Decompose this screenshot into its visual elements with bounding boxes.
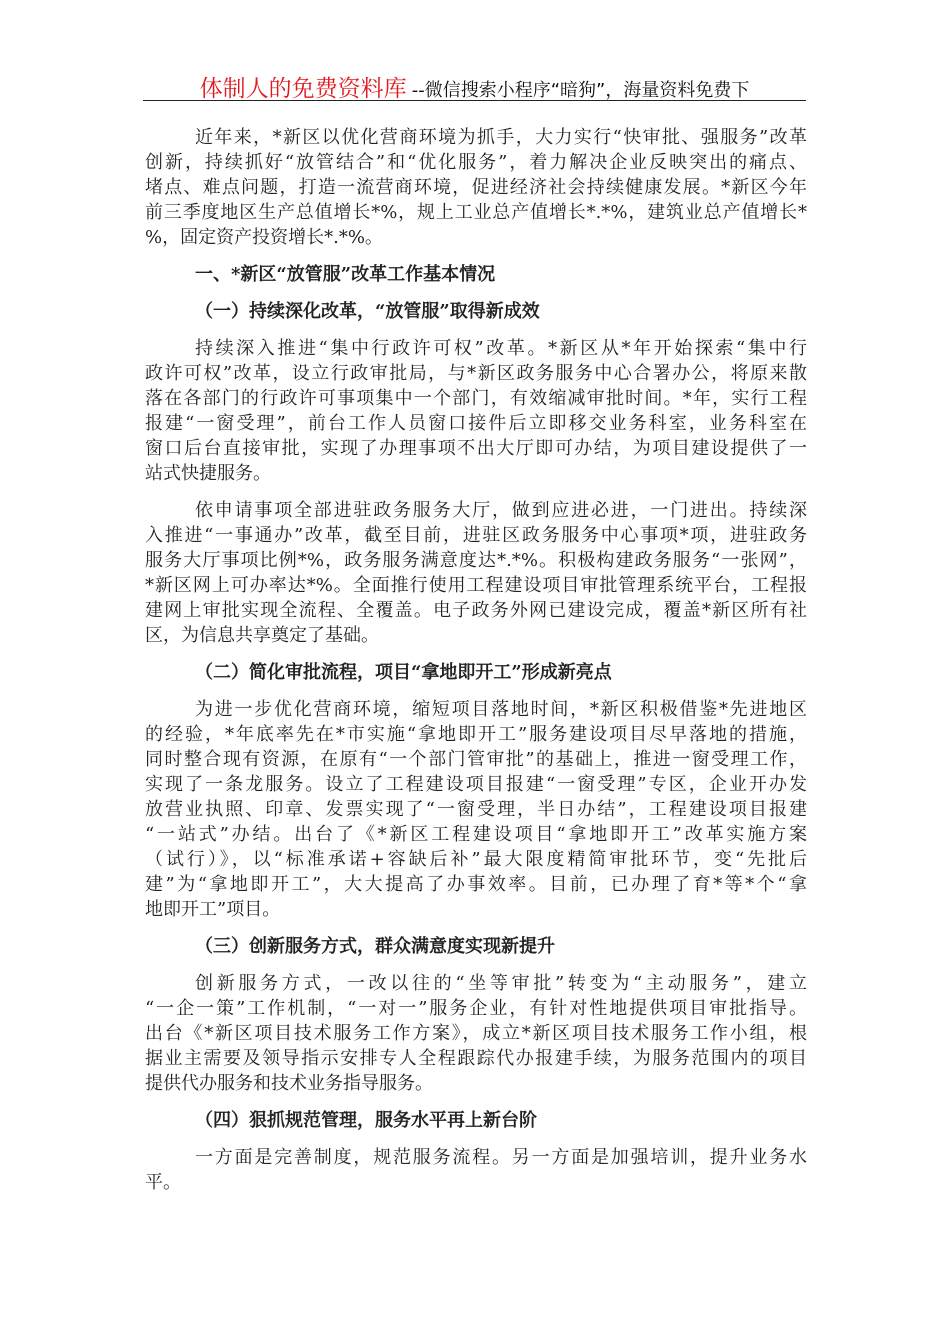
paragraph-line: 入推进“一事通办”改革，截至目前，进驻区政务服务中心事项*项，进驻政务 xyxy=(145,525,807,546)
paragraph-line: 政许可权”改革，设立行政审批局，与*新区政务服务中心合署办公，将原来散 xyxy=(145,363,807,384)
section-heading: 一、*新区“放管服”改革工作基本情况 xyxy=(195,264,496,285)
paragraph-line: 为进一步优化营商环境，缩短项目落地时间，*新区积极借鉴*先进地区 xyxy=(195,699,807,720)
paragraph xyxy=(145,1145,807,1195)
paragraph-line: 前三季度地区生产总值增长*%，规上工业总产值增长*.*%，建筑业总产值增长* xyxy=(145,202,807,223)
paragraph-line: 的经验，*年底率先在*市实施“拿地即开工”服务建设项目尽早落地的措施， xyxy=(145,724,807,745)
paragraph xyxy=(145,498,807,648)
header-brand: 体制人的免费资料库 xyxy=(199,76,407,102)
section-heading: （四）狠抓规范管理，服务水平再上新台阶 xyxy=(195,1110,537,1131)
paragraph-line: 服务大厅事项比例*%，政务服务满意度达*.*%。积极构建政务服务“一张网”， xyxy=(145,550,807,571)
paragraph-line: 持续深入推进“集中行政许可权”改革。*新区从*年开始探索“集中行 xyxy=(195,338,807,359)
paragraph-line: 地即开工”项目。 xyxy=(145,899,281,920)
paragraph-line: 站式快捷服务。 xyxy=(145,463,271,484)
paragraph-line: 建”为“拿地即开工”，大大提高了办事效率。目前，已办理了育*等*个“拿 xyxy=(145,874,807,895)
paragraph-line: 据业主需要及领导指示安排专人全程跟踪代办报建手续，为服务范围内的项目 xyxy=(145,1048,807,1069)
paragraph-line: 近年来，*新区以优化营商环境为抓手，大力实行“快审批、强服务”改革 xyxy=(195,127,807,148)
paragraph-line: 提供代办服务和技术业务指导服务。 xyxy=(145,1073,433,1094)
paragraph-line: 依申请事项全部进驻政务服务大厅，做到应进必进，一门进出。持续深 xyxy=(195,500,807,521)
section-heading: （三）创新服务方式，群众满意度实现新提升 xyxy=(195,936,555,957)
paragraph-line: %，固定资产投资增长*.*%。 xyxy=(145,227,383,248)
paragraph-line: 创新，持续抓好“放管结合”和“优化服务”，着力解决企业反映突出的痛点、 xyxy=(145,152,807,173)
paragraph-line: 堵点、难点问题，打造一流营商环境，促进经济社会持续健康发展。*新区今年 xyxy=(145,177,807,198)
paragraph-line: 一方面是完善制度，规范服务流程。另一方面是加强培训，提升业务水 xyxy=(195,1147,807,1168)
paragraph-line: “一站式”办结。出台了《*新区工程建设项目“拿地即开工”改革实施方案 xyxy=(145,824,807,845)
paragraph xyxy=(145,125,807,250)
paragraph-line: 落在各部门的行政许可事项集中一个部门，有效缩减审批时间。*年，实行工程 xyxy=(145,388,807,409)
paragraph xyxy=(145,697,807,922)
header-slogan: --微信搜索小程序“暗狗”，海量资料免费下 xyxy=(411,80,750,101)
paragraph-line: 同时整合现有资源，在原有“一个部门管审批”的基础上，推进一窗受理工作， xyxy=(145,749,807,770)
paragraph-line: 报建“一窗受理”，前台工作人员窗口接件后立即移交业务科室，业务科室在 xyxy=(145,413,807,434)
paragraph-line: 实现了一条龙服务。设立了工程建设项目报建“一窗受理”专区，企业开办发 xyxy=(145,774,807,795)
paragraph-line: 建网上审批实现全流程、全覆盖。电子政务外网已建设完成，覆盖*新区所有社 xyxy=(145,600,807,621)
section-heading: （一）持续深化改革，“放管服”取得新成效 xyxy=(195,301,540,322)
paragraph-line: 放营业执照、印章、发票实现了“一窗受理，半日办结”，工程建设项目报建 xyxy=(145,799,807,820)
paragraph xyxy=(145,971,807,1096)
page-header xyxy=(143,70,806,101)
paragraph-line: 出台《*新区项目技术服务工作方案》，成立*新区项目技术服务工作小组，根 xyxy=(145,1023,807,1044)
paragraph-line: 创新服务方式，一改以往的“坐等审批”转变为“主动服务”，建立 xyxy=(195,973,807,994)
paragraph-line: 窗口后台直接审批，实现了办理事项不出大厅即可办结，为项目建设提供了一 xyxy=(145,438,807,459)
document-body xyxy=(145,125,807,1207)
paragraph-line: “一企一策”工作机制，“一对一”服务企业，有针对性地提供项目审批指导。 xyxy=(145,998,807,1019)
paragraph-line: 区，为信息共享奠定了基础。 xyxy=(145,625,379,646)
paragraph-line: （试行）》，以“标准承诺+容缺后补”最大限度精简审批环节，变“先批后 xyxy=(145,849,807,870)
paragraph-line: *新区网上可办率达*%。全面推行使用工程建设项目审批管理系统平台，工程报 xyxy=(145,575,807,596)
section-heading: （二）简化审批流程，项目“拿地即开工”形成新亮点 xyxy=(195,662,612,683)
paragraph xyxy=(145,336,807,486)
paragraph-line: 平。 xyxy=(145,1172,181,1193)
